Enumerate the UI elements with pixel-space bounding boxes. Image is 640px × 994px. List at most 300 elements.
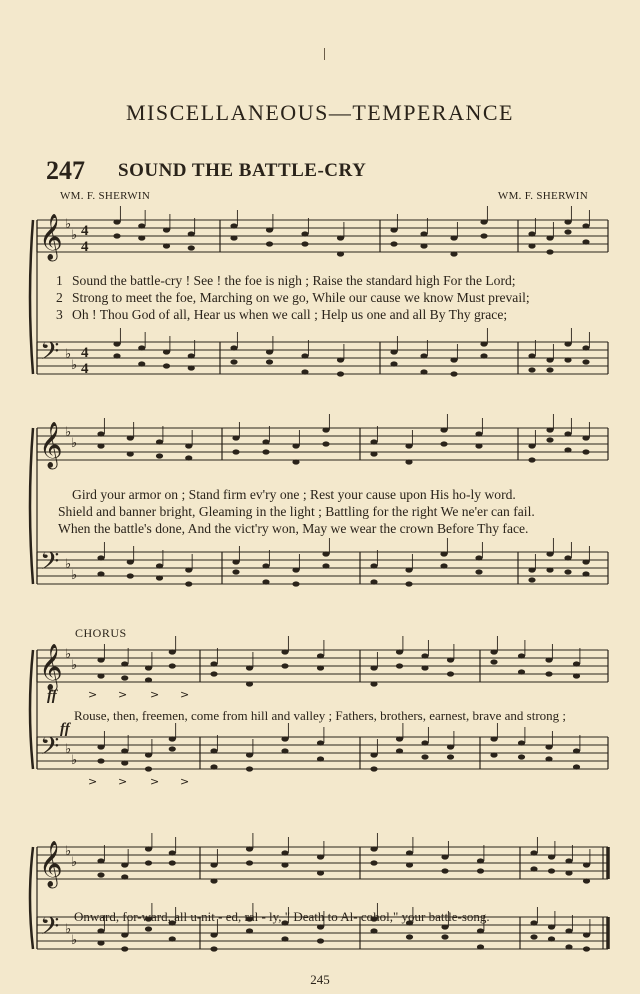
verse-line-3: When the battle's done, And the vict'ry won, May we wear the crown Before Thy face.: [58, 521, 529, 536]
note-head: [169, 936, 176, 941]
note-head: [317, 870, 324, 875]
note-head: [121, 661, 128, 666]
note-head: [317, 756, 324, 761]
note-head: [530, 850, 537, 855]
note-head: [292, 443, 299, 448]
note-head: [127, 435, 134, 440]
note-head: [281, 862, 288, 867]
note-head: [232, 569, 239, 574]
note-head: [440, 563, 447, 568]
flat-icon: ♭: [65, 922, 72, 937]
note-head: [370, 665, 377, 670]
note-head: [210, 946, 217, 951]
note-head: [121, 675, 128, 680]
note-head: [169, 736, 176, 741]
note-head: [582, 223, 589, 228]
note-head: [528, 353, 535, 358]
flat-icon: ♭: [71, 358, 78, 373]
note-head: [441, 934, 448, 939]
note-head: [490, 659, 497, 664]
note-head: [185, 581, 192, 586]
note-head: [546, 357, 553, 362]
note-head: [246, 752, 253, 757]
note-head: [421, 665, 428, 670]
words-credit: WM. F. SHERWIN: [60, 190, 151, 202]
flat-icon: ♭: [65, 742, 72, 757]
note-head: [138, 361, 145, 366]
note-head: [370, 752, 377, 757]
verse-line-1: Gird your armor on ; Stand firm ev'ry one ; Rest your cause upon His ho-ly word.: [72, 487, 516, 502]
system-brace: [30, 847, 33, 949]
note-head: [97, 555, 104, 560]
note-head: [97, 657, 104, 662]
chorus-label: CHORUS: [75, 626, 127, 640]
note-head: [97, 858, 104, 863]
note-head: [390, 349, 397, 354]
note-head: [420, 369, 427, 374]
note-head: [390, 241, 397, 246]
flat-icon: ♭: [71, 436, 78, 451]
note-head: [301, 241, 308, 246]
note-head: [421, 740, 428, 745]
accent-mark: >: [88, 688, 98, 701]
note-head: [292, 459, 299, 464]
note-head: [370, 681, 377, 686]
note-head: [528, 443, 535, 448]
bass-clef-icon: 𝄢: [40, 732, 60, 767]
note-head: [138, 223, 145, 228]
note-head: [317, 854, 324, 859]
note-head: [396, 663, 403, 668]
note-head: [188, 231, 195, 236]
note-head: [145, 665, 152, 670]
verse-line-2: [56, 290, 612, 306]
note-head: [281, 748, 288, 753]
note-head: [281, 663, 288, 668]
note-head: [97, 940, 104, 945]
note-head: [370, 579, 377, 584]
note-head: [97, 431, 104, 436]
note-head: [545, 671, 552, 676]
note-head: [317, 924, 324, 929]
flat-icon: ♭: [71, 568, 78, 583]
note-head: [97, 928, 104, 933]
note-head: [421, 653, 428, 658]
time-signature-bottom: 4: [81, 239, 89, 255]
note-head: [405, 567, 412, 572]
flat-icon: ♭: [65, 347, 72, 362]
note-head: [573, 748, 580, 753]
note-head: [370, 846, 377, 851]
note-head: [477, 944, 484, 949]
note-head: [490, 649, 497, 654]
note-head: [420, 353, 427, 358]
note-head: [564, 569, 571, 574]
flat-icon: ♭: [71, 855, 78, 870]
note-head: [582, 359, 589, 364]
section-title: MISCELLANEOUS—TEMPERANCE: [125, 100, 514, 125]
note-head: [528, 577, 535, 582]
note-head: [582, 449, 589, 454]
note-head: [145, 860, 152, 865]
note-head: [337, 235, 344, 240]
note-head: [475, 443, 482, 448]
note-head: [121, 760, 128, 765]
note-head: [441, 868, 448, 873]
flat-icon: ♭: [65, 557, 72, 572]
note-head: [447, 744, 454, 749]
note-head: [405, 581, 412, 586]
note-head: [113, 233, 120, 238]
note-head: [518, 653, 525, 658]
note-head: [370, 860, 377, 865]
note-head: [545, 744, 552, 749]
note-head: [420, 231, 427, 236]
note-head: [475, 431, 482, 436]
note-head: [337, 371, 344, 376]
note-head: [138, 235, 145, 240]
note-head: [528, 457, 535, 462]
note-head: [405, 443, 412, 448]
note-head: [548, 854, 555, 859]
chorus-lyric-line-2: Onward, for-ward, all u-nit - ed, ral - ly, " Death to Al- cohol," your battle-song.: [74, 909, 490, 924]
note-head: [546, 367, 553, 372]
note-head: [163, 243, 170, 248]
note-head: [230, 223, 237, 228]
note-head: [169, 663, 176, 668]
note-head: [530, 866, 537, 871]
note-head: [156, 439, 163, 444]
note-head: [480, 233, 487, 238]
note-head: [232, 559, 239, 564]
note-head: [390, 361, 397, 366]
note-head: [145, 766, 152, 771]
note-head: [292, 581, 299, 586]
note-head: [450, 371, 457, 376]
note-head: [230, 235, 237, 240]
note-head: [281, 736, 288, 741]
note-head: [246, 928, 253, 933]
note-head: [396, 649, 403, 654]
hymn-title: SOUND THE BATTLE-CRY: [118, 160, 367, 181]
note-head: [156, 453, 163, 458]
note-head: [450, 235, 457, 240]
note-head: [582, 559, 589, 564]
note-head: [406, 850, 413, 855]
note-head: [156, 575, 163, 580]
note-head: [370, 766, 377, 771]
note-head: [477, 868, 484, 873]
note-head: [281, 850, 288, 855]
note-head: [565, 870, 572, 875]
note-head: [210, 764, 217, 769]
note-head: [565, 858, 572, 863]
time-signature-bottom: 4: [81, 361, 89, 377]
note-head: [548, 936, 555, 941]
note-head: [582, 345, 589, 350]
note-head: [441, 854, 448, 859]
accent-mark: >: [180, 775, 190, 788]
note-head: [337, 251, 344, 256]
note-head: [121, 748, 128, 753]
note-head: [582, 571, 589, 576]
note-head: [210, 932, 217, 937]
note-head: [97, 744, 104, 749]
note-head: [121, 946, 128, 951]
note-head: [266, 227, 273, 232]
system-brace: [30, 650, 33, 769]
note-head: [121, 862, 128, 867]
note-head: [447, 754, 454, 759]
note-head: [322, 551, 329, 556]
note-head: [548, 868, 555, 873]
note-head: [145, 846, 152, 851]
note-head: [246, 665, 253, 670]
note-head: [475, 569, 482, 574]
flat-icon: ♭: [65, 217, 72, 232]
note-head: [546, 551, 553, 556]
note-head: [447, 657, 454, 662]
note-head: [188, 353, 195, 358]
music-credit: WM. F. SHERWIN: [497, 190, 588, 202]
note-head: [528, 243, 535, 248]
note-head: [266, 359, 273, 364]
note-head: [450, 251, 457, 256]
note-head: [121, 874, 128, 879]
note-head: [528, 231, 535, 236]
note-head: [185, 567, 192, 572]
note-head: [564, 431, 571, 436]
note-head: [262, 563, 269, 568]
note-head: [440, 441, 447, 446]
flat-icon: ♭: [71, 933, 78, 948]
note-head: [370, 451, 377, 456]
note-head: [156, 563, 163, 568]
note-head: [188, 245, 195, 250]
note-head: [406, 934, 413, 939]
note-head: [475, 555, 482, 560]
note-head: [583, 878, 590, 883]
note-head: [548, 924, 555, 929]
treble-clef-icon: 𝄞: [39, 214, 63, 260]
note-head: [145, 677, 152, 682]
note-head: [528, 567, 535, 572]
verse-text: Oh ! Thou God of all, Hear us when we call ; Help us one and all By Thy grace;: [72, 307, 508, 322]
note-head: [440, 427, 447, 432]
verse-line-3: [56, 307, 612, 323]
note-head: [477, 858, 484, 863]
note-head: [169, 860, 176, 865]
note-head: [390, 227, 397, 232]
note-head: [421, 754, 428, 759]
flat-icon: ♭: [65, 647, 72, 662]
note-head: [370, 928, 377, 933]
note-head: [210, 748, 217, 753]
note-head: [145, 752, 152, 757]
chorus-lyric-line-1: Rouse, then, freemen, come from hill and valley ; Fathers, brothers, earnest, brave and strong ;: [74, 708, 567, 723]
note-head: [246, 681, 253, 686]
note-head: [301, 353, 308, 358]
note-head: [185, 455, 192, 460]
note-head: [262, 579, 269, 584]
note-head: [322, 427, 329, 432]
note-head: [163, 227, 170, 232]
flat-icon: ♭: [65, 425, 72, 440]
note-head: [583, 862, 590, 867]
accent-mark: >: [150, 688, 160, 701]
note-head: [230, 345, 237, 350]
note-head: [185, 443, 192, 448]
verse-line-1: [56, 273, 612, 289]
note-head: [546, 437, 553, 442]
note-head: [266, 241, 273, 246]
note-head: [232, 449, 239, 454]
note-head: [127, 573, 134, 578]
note-head: [317, 740, 324, 745]
system-brace: [30, 428, 33, 584]
note-head: [480, 341, 487, 346]
note-head: [169, 649, 176, 654]
note-head: [518, 754, 525, 759]
dynamic-marking: ff: [47, 688, 57, 704]
verse-number: 2: [56, 290, 63, 305]
verse-text: Sound the battle-cry ! See ! the foe is nigh ; Raise the standard high For the Lord;: [72, 273, 516, 288]
page-number: 245: [310, 972, 330, 987]
note-head: [546, 249, 553, 254]
note-head: [441, 924, 448, 929]
treble-clef-icon: 𝄞: [39, 841, 63, 887]
flat-icon: ♭: [71, 228, 78, 243]
note-head: [573, 661, 580, 666]
accent-mark: >: [88, 775, 98, 788]
note-head: [583, 946, 590, 951]
verse-text: Strong to meet the foe, Marching on we go, While our cause we know Must prevail;: [72, 290, 530, 305]
note-head: [188, 365, 195, 370]
note-head: [490, 752, 497, 757]
note-head: [169, 850, 176, 855]
note-head: [582, 239, 589, 244]
bass-clef-icon: 𝄢: [40, 912, 60, 947]
note-head: [546, 427, 553, 432]
note-head: [138, 345, 145, 350]
note-head: [210, 878, 217, 883]
note-head: [564, 447, 571, 452]
note-head: [262, 439, 269, 444]
note-head: [246, 766, 253, 771]
note-head: [545, 657, 552, 662]
note-head: [583, 932, 590, 937]
note-head: [262, 449, 269, 454]
note-head: [127, 559, 134, 564]
flat-icon: ♭: [65, 844, 72, 859]
note-head: [317, 665, 324, 670]
note-head: [281, 649, 288, 654]
note-head: [97, 758, 104, 763]
note-head: [573, 764, 580, 769]
accent-mark: >: [180, 688, 190, 701]
verse-line-2: Shield and banner bright, Gleaming in the light ; Battling for the right We ne'er can fail.: [58, 504, 535, 519]
note-head: [564, 219, 571, 224]
note-head: [564, 555, 571, 560]
note-head: [113, 219, 120, 224]
bass-clef-icon: 𝄢: [40, 337, 60, 372]
time-signature-top: 4: [81, 223, 89, 239]
note-head: [97, 872, 104, 877]
dynamic-marking: ff: [60, 721, 70, 737]
note-head: [528, 367, 535, 372]
note-head: [169, 746, 176, 751]
note-head: [370, 563, 377, 568]
note-head: [518, 669, 525, 674]
note-head: [480, 219, 487, 224]
treble-clef-icon: 𝄞: [39, 644, 63, 690]
note-head: [97, 571, 104, 576]
bass-clef-icon: 𝄢: [40, 547, 60, 582]
note-head: [210, 862, 217, 867]
note-head: [230, 359, 237, 364]
note-head: [546, 235, 553, 240]
accent-mark: >: [118, 775, 128, 788]
note-head: [337, 357, 344, 362]
note-head: [97, 673, 104, 678]
note-head: [518, 740, 525, 745]
note-head: [127, 451, 134, 456]
note-head: [317, 938, 324, 943]
note-head: [573, 673, 580, 678]
note-head: [163, 349, 170, 354]
note-head: [317, 653, 324, 658]
verse-number: 1: [56, 273, 63, 288]
note-head: [210, 661, 217, 666]
note-head: [113, 341, 120, 346]
flat-icon: ♭: [71, 658, 78, 673]
note-head: [405, 459, 412, 464]
note-head: [564, 229, 571, 234]
note-head: [565, 928, 572, 933]
note-head: [145, 926, 152, 931]
note-head: [322, 441, 329, 446]
note-head: [396, 736, 403, 741]
note-head: [232, 435, 239, 440]
treble-clef-icon: 𝄞: [39, 422, 63, 468]
note-head: [292, 567, 299, 572]
note-head: [564, 357, 571, 362]
note-head: [447, 671, 454, 676]
note-head: [396, 748, 403, 753]
note-head: [246, 846, 253, 851]
note-head: [440, 551, 447, 556]
note-head: [530, 934, 537, 939]
note-head: [546, 567, 553, 572]
note-head: [564, 341, 571, 346]
note-head: [480, 353, 487, 358]
note-head: [545, 756, 552, 761]
system-brace: [30, 220, 33, 374]
note-head: [322, 563, 329, 568]
note-head: [477, 928, 484, 933]
note-head: [281, 936, 288, 941]
time-signature-top: 4: [81, 345, 89, 361]
note-head: [582, 435, 589, 440]
note-head: [450, 357, 457, 362]
note-head: [121, 932, 128, 937]
note-head: [565, 944, 572, 949]
note-head: [246, 860, 253, 865]
accent-mark: >: [118, 688, 128, 701]
note-head: [370, 439, 377, 444]
note-head: [301, 231, 308, 236]
note-head: [266, 349, 273, 354]
